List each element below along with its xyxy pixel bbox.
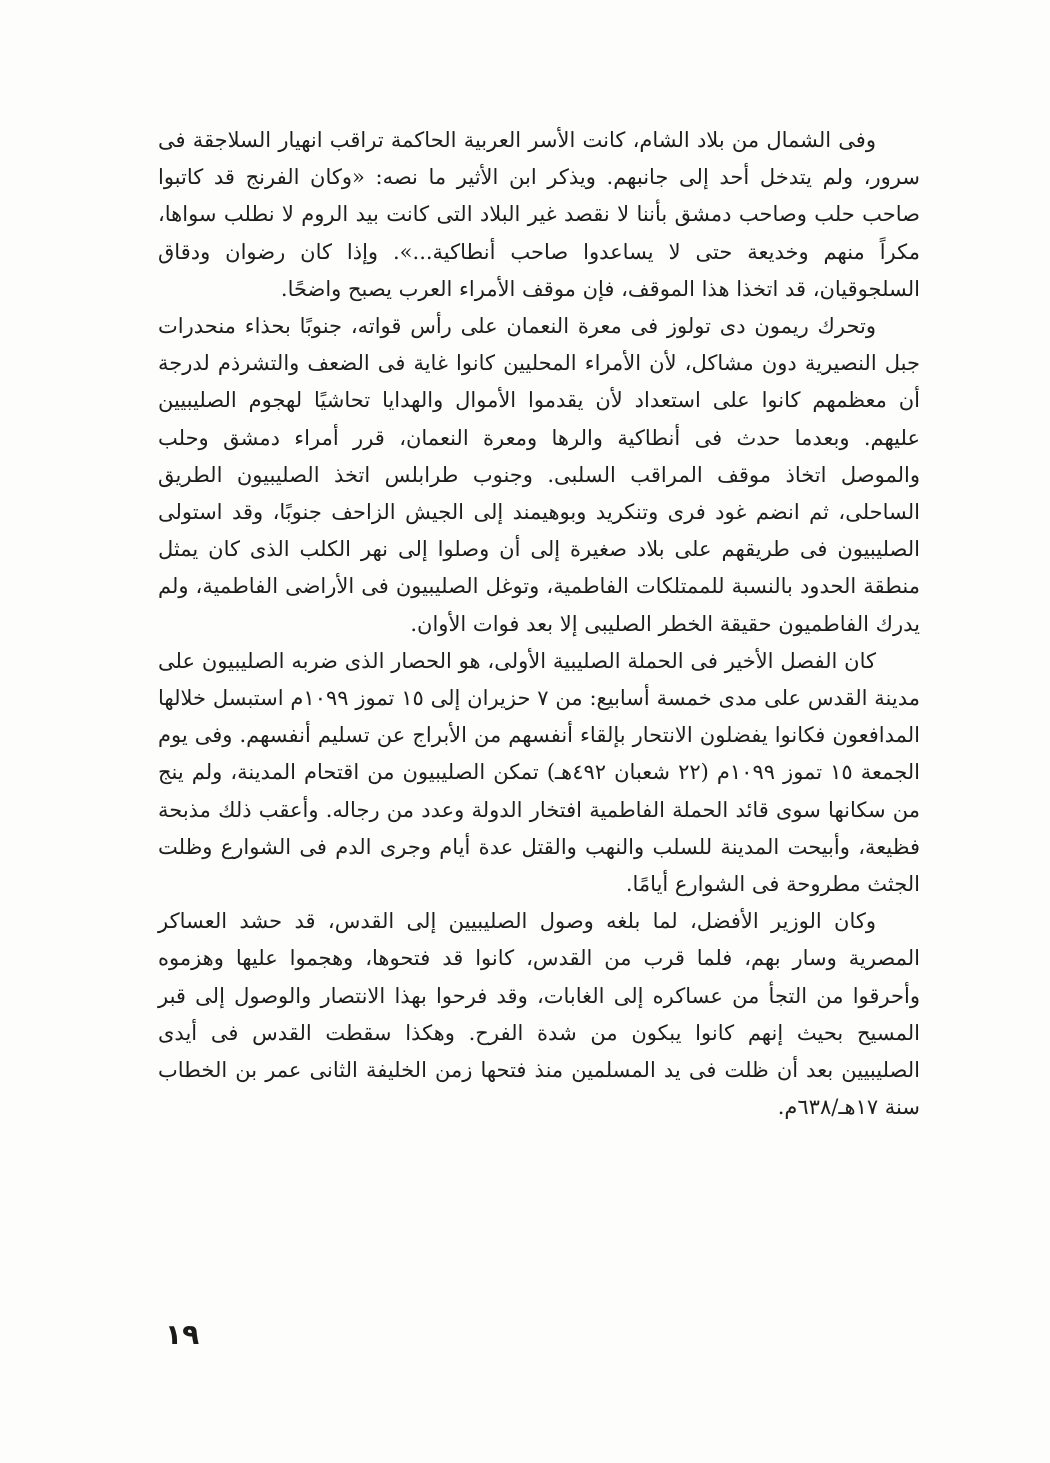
paragraph: وفى الشمال من بلاد الشام، كانت الأسر العربية الحاكمة تراقب انهيار السلاجقة فى سرور، ولم يتدخل أحد إلى جانبهم. ويذكر ابن الأثير ما نصه: «وكان الفرنج قد كاتبوا صاحب حلب وصاحب دمشق بأننا لا نقصد غير البلاد التى كانت بيد الروم لا نطلب سواها، مكراً منهم وخديعة حتى لا يساعدوا صاحب أنطاكية...». وإذا كان رضوان ودقاق السلجوقيان، قد اتخذا هذا الموقف، فإن موقف الأمراء العرب يصبح واضحًا. xyxy=(158,128,920,301)
paragraph: كان الفصل الأخير فى الحملة الصليبية الأولى، هو الحصار الذى ضربه الصليبيون على مدينة القدس على مدى خمسة أسابيع: من ٧ حزيران إلى ١٥ تموز ١٠٩٩م استبسل خلالها المدافعون فكانوا يفضلون الانتحار بإلقاء أنفسهم من الأبراج عن تسليم أنفسهم. وفى يوم الجمعة ١٥ تموز ١٠٩٩م (٢٢ شعبان ٤٩٢هـ) تمكن الصليبيون من اقتحام المدينة، ولم ينج من سكانها سوى قائد الحملة الفاطمية افتخار الدولة وعدد من رجاله. وأعقب ذلك مذبحة فظيعة، وأبيحت المدينة للسلب والنهب والقتل عدة أيام وجرى الدم فى الشوارع وظلت الجثث مطروحة فى الشوارع أيامًا. xyxy=(158,648,921,897)
paragraph: وكان الوزير الأفضل، لما بلغه وصول الصليبيين إلى القدس، قد حشد العساكر المصرية وسار بهم، فلما قرب من القدس، كانوا قد فتحوها، وهجموا عليها وهزموه وأحرقوا من التجأ من عساكره إلى الغابات، وقد فرحوا بهذا الانتصار والوصول إلى قبر المسيح بحيث إنهم كانوا يبكون من شدة الفرح. وهكذا سقطت القدس فى أيدى الصليبيين بعد أن ظلت فى يد المسلمين منذ فتحها زمن الخليفة الثانى عمر بن الخطاب سنة ١٧هـ/٦٣٨م. xyxy=(158,909,920,1120)
body-text xyxy=(158,122,920,1126)
paragraph: وتحرك ريمون دى تولوز فى معرة النعمان على رأس قواته، جنوبًا بحذاء منحدرات جبل النصيرية دون مشاكل، لأن الأمراء المحليين كانوا غاية فى الضعف والتشرذم لدرجة أن معظمهم كانوا على استعداد لأن يقدموا الأموال والهدايا تحاشيًا لهجوم الصليبيين عليهم. وبعدما حدث فى أنطاكية والرها ومعرة النعمان، قرر أمراء دمشق وحلب والموصل اتخاذ موقف المراقب السلبى. وجنوب طرابلس اتخذ الصليبيون الطريق الساحلى، ثم انضم غود فرى وتنكريد وبوهيمند إلى الجيش الزاحف جنوبًا، وقد استولى الصليبيون فى طريقهم على بلاد صغيرة إلى أن وصلوا إلى نهر الكلب الذى كان يمثل منطقة الحدود بالنسبة للممتلكات الفاطمية، وتوغل الصليبيون فى الأراضى الفاطمية، ولم يدرك الفاطميون حقيقة الخطر الصليبى إلا بعد فوات الأوان. xyxy=(158,314,920,636)
page-number: ١٩ xyxy=(165,1318,200,1351)
